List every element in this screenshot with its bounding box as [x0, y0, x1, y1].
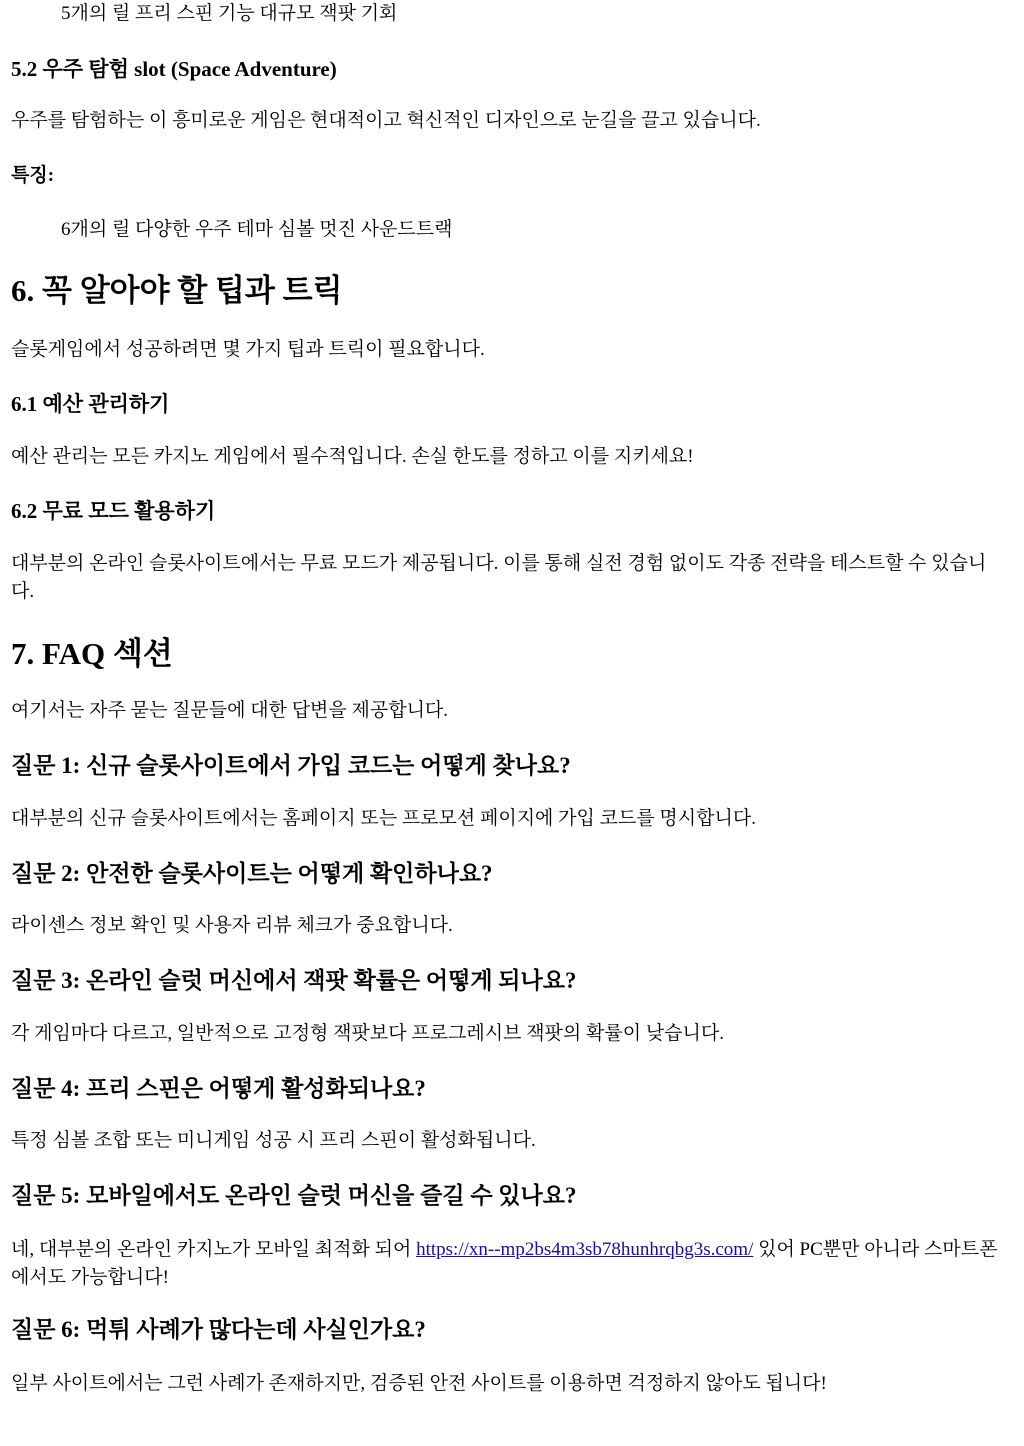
paragraph: 슬롯게임에서 성공하려면 몇 가지 팁과 트릭이 필요합니다. — [11, 339, 485, 360]
answer-text-before: 네, 대부분의 온라인 카지노가 모바일 최적화 되어 — [11, 1239, 417, 1260]
section-heading-6-2: 6.2 무료 모드 활용하기 — [11, 499, 216, 523]
paragraph: 대부분의 온라인 슬롯사이트에서는 무료 모드가 제공됩니다. 이를 통해 실전 경험 없이도 각종 전략을 테스트할 수 있습니다. — [11, 553, 987, 602]
faq-question-1: 질문 1: 신규 슬롯사이트에서 가입 코드는 어떻게 찾나요? — [11, 753, 571, 778]
feature-list-item: 6개의 릴 다양한 우주 테마 심볼 멋진 사운드트랙 — [61, 219, 453, 240]
faq-question-4: 질문 4: 프리 스핀은 어떻게 활성화되나요? — [11, 1076, 426, 1101]
section-heading-7: 7. FAQ 섹션 — [11, 636, 173, 671]
site-link[interactable]: https://xn--mp2bs4m3sb78hunhrqbg3s.com/ — [416, 1239, 754, 1260]
section-heading-6-1: 6.1 예산 관리하기 — [11, 392, 170, 416]
section-heading-5-2: 5.2 우주 탐험 slot (Space Adventure) — [11, 57, 337, 81]
faq-answer-4: 특정 심볼 조합 또는 미니게임 성공 시 프리 스핀이 활성화됩니다. — [11, 1130, 536, 1151]
faq-answer-1: 대부분의 신규 슬롯사이트에서는 홈페이지 또는 프로모션 페이지에 가입 코드를 명시합니다. — [11, 808, 756, 829]
faq-answer-3: 각 게임마다 다르고, 일반적으로 고정형 잭팟보다 프로그레시브 잭팟의 확률이 낮습니다. — [11, 1023, 724, 1044]
faq-answer-6: 일부 사이트에서는 그런 사례가 존재하지만, 검증된 안전 사이트를 이용하면 걱정하지 않아도 됩니다! — [11, 1373, 827, 1394]
features-label: 특징: — [11, 165, 55, 186]
answer-text-after: 있어 PC뿐만 아니라 스마트폰에서도 가능합니다! — [11, 1239, 998, 1288]
faq-answer-2: 라이센스 정보 확인 및 사용자 리뷰 체크가 중요합니다. — [11, 915, 453, 936]
faq-question-3: 질문 3: 온라인 슬럿 머신에서 잭팟 확률은 어떻게 되나요? — [11, 968, 577, 993]
faq-question-2: 질문 2: 안전한 슬롯사이트는 어떻게 확인하나요? — [11, 861, 493, 886]
faq-question-5: 질문 5: 모바일에서도 온라인 슬럿 머신을 즐길 수 있나요? — [11, 1183, 577, 1208]
section-heading-6: 6. 꼭 알아야 할 팁과 트릭 — [11, 273, 343, 308]
paragraph: 여기서는 자주 묻는 질문들에 대한 답변을 제공합니다. — [11, 700, 449, 721]
faq-question-6: 질문 6: 먹튀 사례가 많다는데 사실인가요? — [11, 1317, 426, 1342]
paragraph: 예산 관리는 모든 카지노 게임에서 필수적입니다. 손실 한도를 정하고 이를 지키세요! — [11, 446, 694, 467]
faq-answer-5 — [11, 1236, 1004, 1292]
paragraph: 우주를 탐험하는 이 흥미로운 게임은 현대적이고 혁신적인 디자인으로 눈길을 끌고 있습니다. — [11, 110, 761, 131]
feature-list-item: 5개의 릴 프리 스핀 기능 대규모 잭팟 기회 — [61, 3, 398, 24]
